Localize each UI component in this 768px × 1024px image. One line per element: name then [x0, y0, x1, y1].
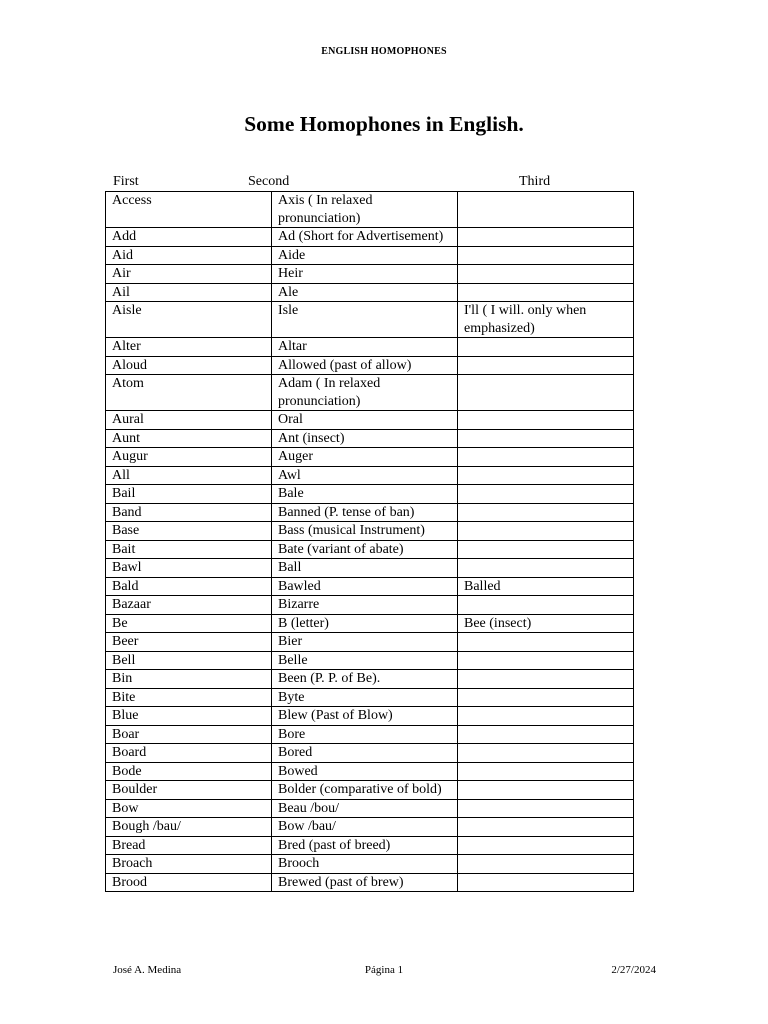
footer-date: 2/27/2024: [611, 964, 656, 976]
second-word-cell: Ale: [272, 283, 458, 302]
second-word-cell: Brooch: [272, 855, 458, 874]
third-word-cell: [458, 411, 634, 430]
table-row: [106, 522, 634, 541]
third-word-cell: [458, 744, 634, 763]
second-word-cell: Auger: [272, 448, 458, 467]
first-word-cell: Aloud: [106, 356, 272, 375]
third-word-cell: [458, 429, 634, 448]
table-row: [106, 375, 634, 411]
second-word-cell: Bizarre: [272, 596, 458, 615]
table-row: [106, 781, 634, 800]
second-word-cell: B (letter): [272, 614, 458, 633]
second-word-cell: Bore: [272, 725, 458, 744]
first-word-cell: Bough /bau/: [106, 818, 272, 837]
second-word-cell: Adam ( In relaxed pronunciation): [272, 375, 458, 411]
table-row: [106, 265, 634, 284]
table-row: [106, 873, 634, 892]
third-word-cell: [458, 651, 634, 670]
third-word-cell: [458, 375, 634, 411]
table-row: [106, 818, 634, 837]
table-row: [106, 540, 634, 559]
first-word-cell: Ail: [106, 283, 272, 302]
table-row: [106, 744, 634, 763]
third-word-cell: [458, 338, 634, 357]
third-word-cell: [458, 192, 634, 228]
third-word-cell: [458, 670, 634, 689]
first-word-cell: Aunt: [106, 429, 272, 448]
table-row: [106, 338, 634, 357]
table-row: [106, 356, 634, 375]
third-word-cell: [458, 781, 634, 800]
first-word-cell: Bite: [106, 688, 272, 707]
table-row: [106, 614, 634, 633]
third-word-cell: [458, 522, 634, 541]
first-word-cell: Brood: [106, 873, 272, 892]
table-row: [106, 246, 634, 265]
table-row: [106, 688, 634, 707]
second-word-cell: Bowed: [272, 762, 458, 781]
table-row: [106, 192, 634, 228]
table-row: [106, 762, 634, 781]
third-word-cell: [458, 559, 634, 578]
footer-page-number: Página 1: [364, 964, 404, 976]
homophones-table-body: [106, 192, 634, 892]
second-word-cell: Bow /bau/: [272, 818, 458, 837]
third-word-cell: Bee (insect): [458, 614, 634, 633]
second-word-cell: Bored: [272, 744, 458, 763]
first-word-cell: Bow: [106, 799, 272, 818]
first-word-cell: Access: [106, 192, 272, 228]
first-word-cell: Boar: [106, 725, 272, 744]
table-row: [106, 855, 634, 874]
second-word-cell: Heir: [272, 265, 458, 284]
first-word-cell: All: [106, 466, 272, 485]
first-word-cell: Aural: [106, 411, 272, 430]
second-word-cell: Been (P. P. of Be).: [272, 670, 458, 689]
first-word-cell: Add: [106, 228, 272, 247]
first-word-cell: Atom: [106, 375, 272, 411]
first-word-cell: Aisle: [106, 302, 272, 338]
footer-author: José A. Medina: [113, 964, 182, 976]
second-word-cell: Aide: [272, 246, 458, 265]
second-word-cell: Belle: [272, 651, 458, 670]
third-word-cell: Balled: [458, 577, 634, 596]
third-word-cell: [458, 725, 634, 744]
second-word-cell: Ad (Short for Advertisement): [272, 228, 458, 247]
table-row: [106, 503, 634, 522]
first-word-cell: Base: [106, 522, 272, 541]
first-word-cell: Alter: [106, 338, 272, 357]
second-word-cell: Bier: [272, 633, 458, 652]
first-word-cell: Bait: [106, 540, 272, 559]
table-row: [106, 577, 634, 596]
third-word-cell: [458, 448, 634, 467]
second-word-cell: Axis ( In relaxed pronunciation): [272, 192, 458, 228]
first-word-cell: Bode: [106, 762, 272, 781]
third-word-cell: [458, 633, 634, 652]
third-word-cell: [458, 540, 634, 559]
second-word-cell: Ant (insect): [272, 429, 458, 448]
table-row: [106, 836, 634, 855]
table-row: [106, 596, 634, 615]
column-header-second: Second: [248, 174, 290, 189]
table-row: [106, 559, 634, 578]
table-row: [106, 633, 634, 652]
third-word-cell: [458, 799, 634, 818]
first-word-cell: Bawl: [106, 559, 272, 578]
first-word-cell: Board: [106, 744, 272, 763]
table-row: [106, 466, 634, 485]
first-word-cell: Boulder: [106, 781, 272, 800]
table-row: [106, 411, 634, 430]
second-word-cell: Ball: [272, 559, 458, 578]
third-word-cell: [458, 707, 634, 726]
third-word-cell: [458, 818, 634, 837]
third-word-cell: [458, 762, 634, 781]
first-word-cell: Bail: [106, 485, 272, 504]
table-row: [106, 707, 634, 726]
table-row: [106, 302, 634, 338]
third-word-cell: [458, 873, 634, 892]
third-word-cell: [458, 356, 634, 375]
page-title: Some Homophones in English.: [244, 112, 524, 136]
first-word-cell: Beer: [106, 633, 272, 652]
table-row: [106, 283, 634, 302]
first-word-cell: Bell: [106, 651, 272, 670]
second-word-cell: Blew (Past of Blow): [272, 707, 458, 726]
table-row: [106, 799, 634, 818]
first-word-cell: Be: [106, 614, 272, 633]
first-word-cell: Aid: [106, 246, 272, 265]
homophones-table: [105, 191, 634, 892]
second-word-cell: Byte: [272, 688, 458, 707]
first-word-cell: Bazaar: [106, 596, 272, 615]
table-row: [106, 448, 634, 467]
table-row: [106, 429, 634, 448]
third-word-cell: [458, 228, 634, 247]
third-word-cell: I'll ( I will. only when emphasized): [458, 302, 634, 338]
third-word-cell: [458, 265, 634, 284]
first-word-cell: Bread: [106, 836, 272, 855]
second-word-cell: Bale: [272, 485, 458, 504]
second-word-cell: Bawled: [272, 577, 458, 596]
first-word-cell: Augur: [106, 448, 272, 467]
second-word-cell: Awl: [272, 466, 458, 485]
first-word-cell: Bald: [106, 577, 272, 596]
second-word-cell: Banned (P. tense of ban): [272, 503, 458, 522]
second-word-cell: Bate (variant of abate): [272, 540, 458, 559]
table-row: [106, 651, 634, 670]
second-word-cell: Isle: [272, 302, 458, 338]
table-row: [106, 485, 634, 504]
third-word-cell: [458, 836, 634, 855]
second-word-cell: Brewed (past of brew): [272, 873, 458, 892]
first-word-cell: Blue: [106, 707, 272, 726]
third-word-cell: [458, 246, 634, 265]
third-word-cell: [458, 503, 634, 522]
third-word-cell: [458, 283, 634, 302]
second-word-cell: Bass (musical Instrument): [272, 522, 458, 541]
table-row: [106, 725, 634, 744]
second-word-cell: Beau /bou/: [272, 799, 458, 818]
running-header: ENGLISH HOMOPHONES: [321, 46, 447, 57]
third-word-cell: [458, 466, 634, 485]
second-word-cell: Bred (past of breed): [272, 836, 458, 855]
third-word-cell: [458, 688, 634, 707]
table-row: [106, 228, 634, 247]
column-header-first: First: [113, 174, 139, 189]
first-word-cell: Air: [106, 265, 272, 284]
first-word-cell: Bin: [106, 670, 272, 689]
third-word-cell: [458, 485, 634, 504]
second-word-cell: Altar: [272, 338, 458, 357]
second-word-cell: Allowed (past of allow): [272, 356, 458, 375]
third-word-cell: [458, 855, 634, 874]
first-word-cell: Broach: [106, 855, 272, 874]
first-word-cell: Band: [106, 503, 272, 522]
second-word-cell: Oral: [272, 411, 458, 430]
column-header-third: Third: [519, 174, 551, 189]
third-word-cell: [458, 596, 634, 615]
second-word-cell: Bolder (comparative of bold): [272, 781, 458, 800]
table-row: [106, 670, 634, 689]
